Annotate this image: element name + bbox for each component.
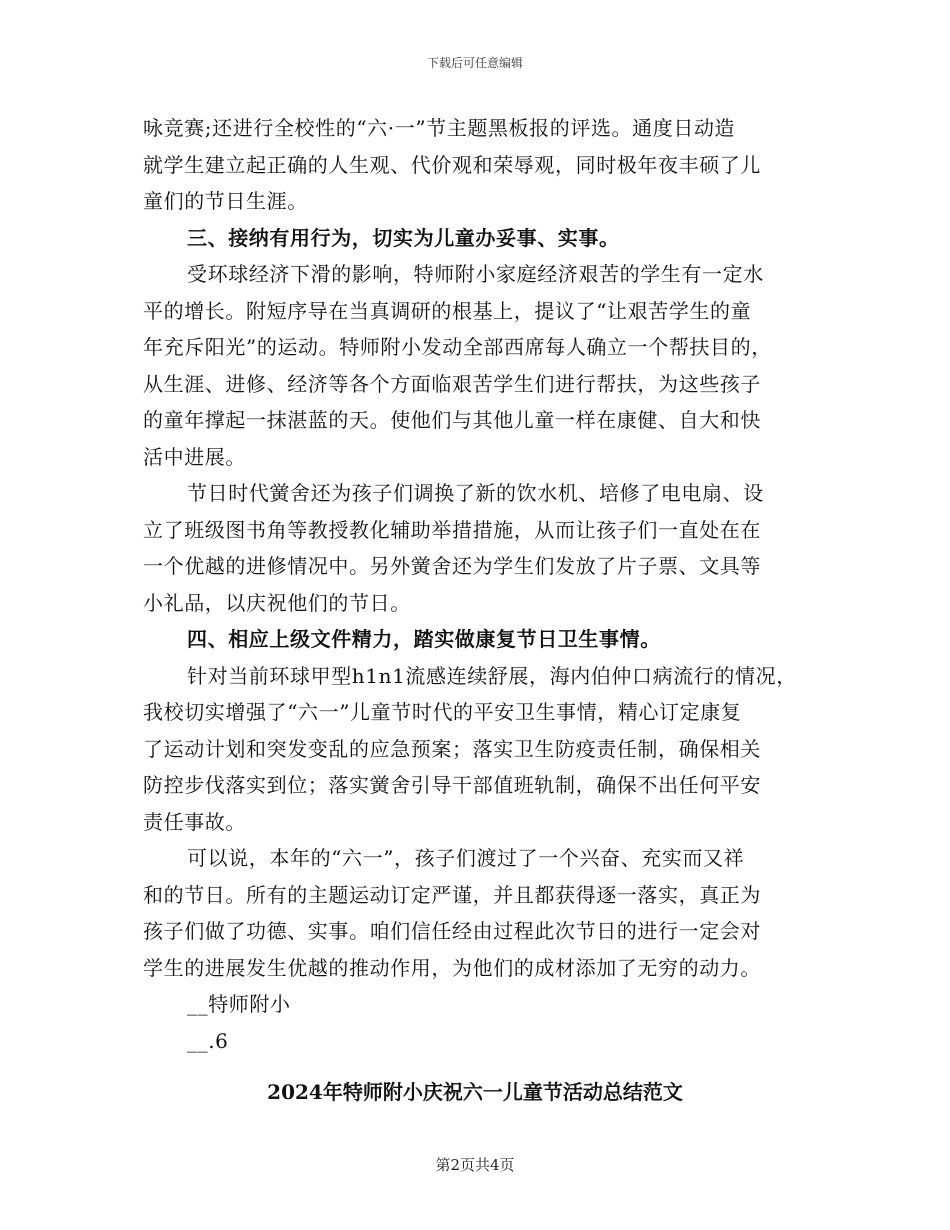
body-line: 责任事故。 — [143, 809, 246, 834]
body-line: 从生涯、进修、经济等各个方面临艰苦学生们进行帮扶，为这些孩子 — [143, 371, 761, 396]
body-line: 立了班级图书角等教授教化辅助举措措施，从而让孩子们一直处在在 — [143, 517, 761, 542]
body-line: 防控步伐落实到位；落实黉舍引导干部值班轨制，确保不出任何平安 — [143, 773, 761, 797]
body-line: 童们的节日生涯。 — [143, 189, 308, 213]
page-footer: 第2页共4页 — [435, 1156, 515, 1174]
body-line: 咏竞赛;还进行全校性的“六·一”节主题黑板报的评选。通度日动造 — [143, 116, 736, 140]
body-line: 针对当前环球甲型h1n1流感连续舒展，海内伯仲口病流行的情况， — [187, 663, 797, 688]
section-heading-4: 四、相应上级文件精力，踏实做康复节日卫生事情。 — [187, 627, 661, 651]
body-line: 就学生建立起正确的人生观、代价观和荣辱观，同时极年夜丰硕了儿 — [143, 152, 761, 177]
page-header: 下载后可任意编辑 — [426, 56, 523, 70]
body-line: 一个优越的进修情况中。另外黉舍还为学生们发放了片子票、文具等 — [143, 554, 761, 578]
document-body — [143, 110, 823, 1059]
body-line: 可以说，本年的“六一”，孩子们渡过了一个兴奋、充实而又祥 — [187, 846, 745, 870]
document-title: 2024年特师附小庆祝六一儿童节活动总结范文 — [267, 1080, 683, 1104]
body-line: 学生的进展发生优越的推动作用，为他们的成材添加了无穷的动力。 — [143, 955, 761, 980]
body-line: 的童年撑起一抹湛蓝的天。使他们与其他儿童一样在康健、自大和快 — [143, 408, 761, 432]
signature-line: __特师附小 — [187, 992, 291, 1016]
body-line: 孩子们做了功德、实事。咱们信任经由过程此次节日的进行一定会对 — [143, 919, 761, 943]
section-heading-3: 三、接纳有用行为，切实为儿童办妥事、实事。 — [187, 225, 620, 250]
body-line: 活中进展。 — [143, 444, 246, 469]
body-line: 了运动计划和突发变乱的应急预案；落实卫生防疫责任制，确保相关 — [143, 736, 761, 761]
body-line: 受环球经济下滑的影响，特师附小家庭经济艰苦的学生有一定水 — [187, 262, 764, 286]
body-line: 平的增长。附短序导在当真调研的根基上，提议了“让艰苦学生的童 — [143, 298, 752, 323]
body-line: 我校切实增强了“六一”儿童节时代的平安卫生事情，精心订定康复 — [143, 700, 742, 724]
body-line: 和的节日。所有的主题运动订定严谨，并且都获得逐一落实，真正为 — [143, 882, 761, 907]
body-line: 年充斥阳光”的运动。特师附小发动全部西席每人确立一个帮扶目的， — [143, 335, 772, 359]
date-line: __.6 — [187, 1028, 229, 1053]
body-line: 小礼品，以庆祝他们的节日。 — [143, 590, 411, 615]
body-line: 节日时代黉舍还为孩子们调换了新的饮水机、培修了电电扇、设 — [187, 481, 764, 505]
